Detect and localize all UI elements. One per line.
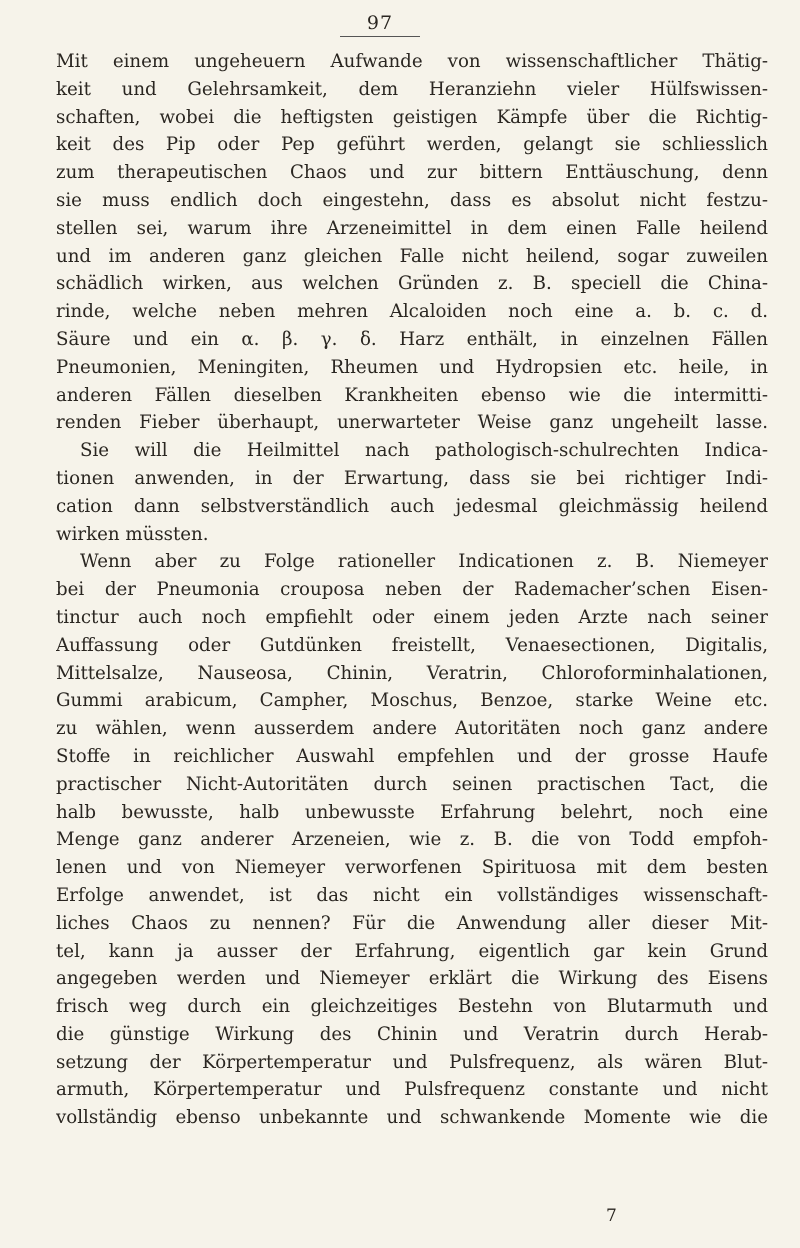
text-line: Mit einem ungeheuern Aufwande von wissenschaftlicher Thätig- (56, 51, 768, 72)
text-line: Sie will die Heilmittel nach pathologisch-schulrechten Indica- (80, 440, 768, 462)
text-line: und im anderen ganz gleichen Falle nicht heilend, sogar zuweilen (56, 245, 768, 267)
text-line: die günstige Wirkung des Chinin und Veratrin durch Herab- (56, 1023, 768, 1045)
text-line: renden Fieber überhaupt, unerwarteter Weise ganz ungeheilt lasse. (56, 412, 768, 434)
text-line: liches Chaos zu nennen? Für die Anwendung aller dieser Mit- (56, 912, 768, 934)
text-line: sie muss endlich doch eingestehn, dass es absolut nicht festzu- (56, 189, 768, 211)
text-line: Erfolge anwendet, ist das nicht ein vollständiges wissenschaft- (56, 884, 768, 906)
text-line: cation dann selbstverständlich auch jedesmal gleichmässig heilend (56, 495, 768, 517)
text-line: Wenn aber zu Folge rationeller Indicationen z. B. Niemeyer (80, 551, 768, 573)
text-line: schaften, wobei die heftigsten geistigen Kämpfe über die Richtig- (56, 106, 768, 128)
text-line: tel, kann ja ausser der Erfahrung, eigentlich gar kein Grund (56, 940, 768, 962)
text-line: Gummi arabicum, Campher, Moschus, Benzoe, starke Weine etc. (56, 690, 768, 712)
text-line: anderen Fällen dieselben Krankheiten ebenso wie die intermitti- (56, 384, 768, 406)
text-line: rinde, welche neben mehren Alcaloiden noch eine a. b. c. d. (56, 301, 768, 323)
text-line: keit des Pip oder Pep geführt werden, gelangt sie schliesslich (56, 134, 768, 156)
text-line: Säure und ein α. β. γ. δ. Harz enthält, in einzelnen Fällen (56, 328, 768, 350)
text-line: lenen und von Niemeyer verworfenen Spirituosa mit dem besten (56, 857, 768, 879)
text-line: wirken müssten. (56, 523, 209, 545)
text-line: zu wählen, wenn ausserdem andere Autoritäten noch ganz andere (56, 718, 768, 740)
page-number: 97 (340, 10, 420, 37)
text-line: stellen sei, warum ihre Arzeneimittel in dem einen Falle heilend (56, 217, 768, 239)
text-line: vollständig ebenso unbekannte und schwankende Momente wie die (56, 1107, 768, 1129)
text-line: practischer Nicht-Autoritäten durch seinen practischen Tact, die (56, 773, 768, 795)
text-line: setzung der Körpertemperatur und Pulsfrequenz, als wären Blut- (56, 1051, 768, 1073)
text-line: zum therapeutischen Chaos und zur bittern Enttäuschung, denn (56, 162, 768, 184)
text-line: Menge ganz anderer Arzeneien, wie z. B. die von Todd empfoh- (56, 829, 768, 851)
text-line: tionen anwenden, in der Erwartung, dass sie bei richtiger Indi- (56, 467, 768, 489)
text-line: Mittelsalze, Nauseosa, Chinin, Veratrin, Chloroforminhalationen, (56, 662, 768, 684)
text-line: Auffassung oder Gutdünken freistellt, Venaesectionen, Digitalis, (56, 634, 768, 656)
signature-mark: 7 (606, 1206, 617, 1226)
text-line: armuth, Körpertemperatur und Pulsfrequenz constante und nicht (56, 1079, 768, 1101)
text-line: halb bewusste, halb unbewusste Erfahrung belehrt, noch eine (56, 801, 768, 823)
text-line: Stoffe in reichlicher Auswahl empfehlen und der grosse Haufe (56, 745, 768, 767)
text-line: Pneumonien, Meningiten, Rheumen und Hydropsien etc. heile, in (56, 356, 768, 378)
text-line: bei der Pneumonia crouposa neben der Rademacher’schen Eisen- (56, 579, 768, 601)
body-text (56, 48, 768, 1132)
text-line: schädlich wirken, aus welchen Gründen z. B. speciell die China- (56, 273, 768, 295)
text-line: angegeben werden und Niemeyer erklärt die Wirkung des Eisens (56, 968, 768, 990)
text-line: frisch weg durch ein gleichzeitiges Bestehn von Blutarmuth und (56, 996, 768, 1018)
text-line: keit und Gelehrsamkeit, dem Heranziehn vieler Hülfswissen- (56, 78, 768, 100)
text-line: tinctur auch noch empfiehlt oder einem jeden Arzte nach seiner (56, 606, 768, 628)
